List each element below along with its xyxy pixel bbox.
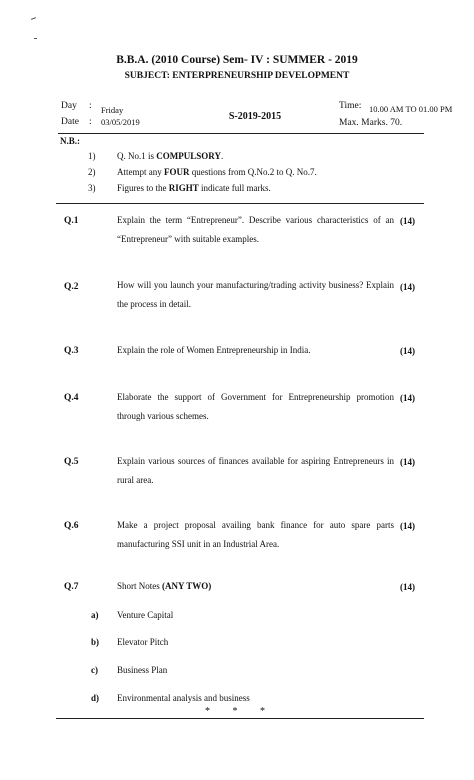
day-label: Day [61,101,77,111]
end-of-paper-marks: * * * [205,706,275,717]
header-rule [58,133,424,134]
max-marks: Max. Marks. 70. [339,118,403,128]
question-text: Explain the term “Entrepreneur”. Describe various characteristics of an “Entrepreneur” with suitable examples. [117,215,394,244]
short-note-text: Elevator Pitch [117,637,169,647]
question-marks: (14) [400,457,415,467]
question-marks: (14) [400,582,415,592]
day-separator: : [89,101,92,111]
question-text: Make a project proposal availing bank finance for auto spare parts manufacturing SSI unit in an Industrial Area. [117,520,394,549]
subject-title: SUBJECT: ENTERPRENEURSHIP DEVELOPMENT [124,71,350,81]
nb-label: N.B.: [60,136,80,146]
scan-mark [31,17,36,20]
paper-code: S-2019-2015 [228,111,282,122]
short-note-text: Environmental analysis and business [117,693,250,703]
question-text: Short Notes (ANY TWO) [117,581,212,591]
instruction-text: Figures to the RIGHT indicate full marks. [117,183,271,193]
question-number: Q.1 [64,216,79,226]
question-number: Q.5 [64,457,79,467]
scan-mark [34,38,37,39]
time-value: 10.00 AM TO 01.00 PM [369,104,453,114]
day-value: Friday [101,105,124,115]
question-text: Explain various sources of finances available for aspiring Entrepreneurs in rural area. [117,456,394,485]
question-number: Q.3 [64,346,79,356]
instructions-rule [56,203,424,204]
instruction-number: 3) [88,183,96,193]
instruction-number: 2) [88,167,96,177]
question-marks: (14) [400,216,415,226]
question-number: Q.4 [64,393,79,403]
exam-title: B.B.A. (2010 Course) Sem- IV : SUMMER - 2019 [116,54,358,66]
short-note-label: d) [91,693,100,703]
instruction-number: 1) [88,151,96,161]
question-text: Elaborate the support of Government for Entrepreneurship promotion through various schemes. [117,392,394,421]
question-number: Q.6 [64,521,79,531]
date-value: 03/05/2019 [101,117,140,127]
question-text: How will you launch your manufacturing/trading activity business? Explain the process in detail. [117,280,394,309]
short-note-label: a) [91,610,99,620]
short-note-text: Venture Capital [117,610,174,620]
instruction-text: Q. No.1 is COMPULSORY. [117,151,224,161]
question-number: Q.7 [64,582,79,592]
footer-rule [56,718,424,719]
question-marks: (14) [400,282,415,292]
question-marks: (14) [400,521,415,531]
question-number: Q.2 [64,282,79,292]
question-marks: (14) [400,393,415,403]
short-note-text: Business Plan [117,665,168,675]
instruction-text: Attempt any FOUR questions from Q.No.2 to Q. No.7. [117,167,317,177]
question-text: Explain the role of Women Entrepreneurship in India. [117,345,311,355]
time-label: Time: [339,101,362,111]
question-marks: (14) [400,346,415,356]
short-note-label: b) [91,637,100,647]
short-note-label: c) [91,665,98,675]
date-label: Date [61,117,79,127]
date-separator: : [89,117,92,127]
